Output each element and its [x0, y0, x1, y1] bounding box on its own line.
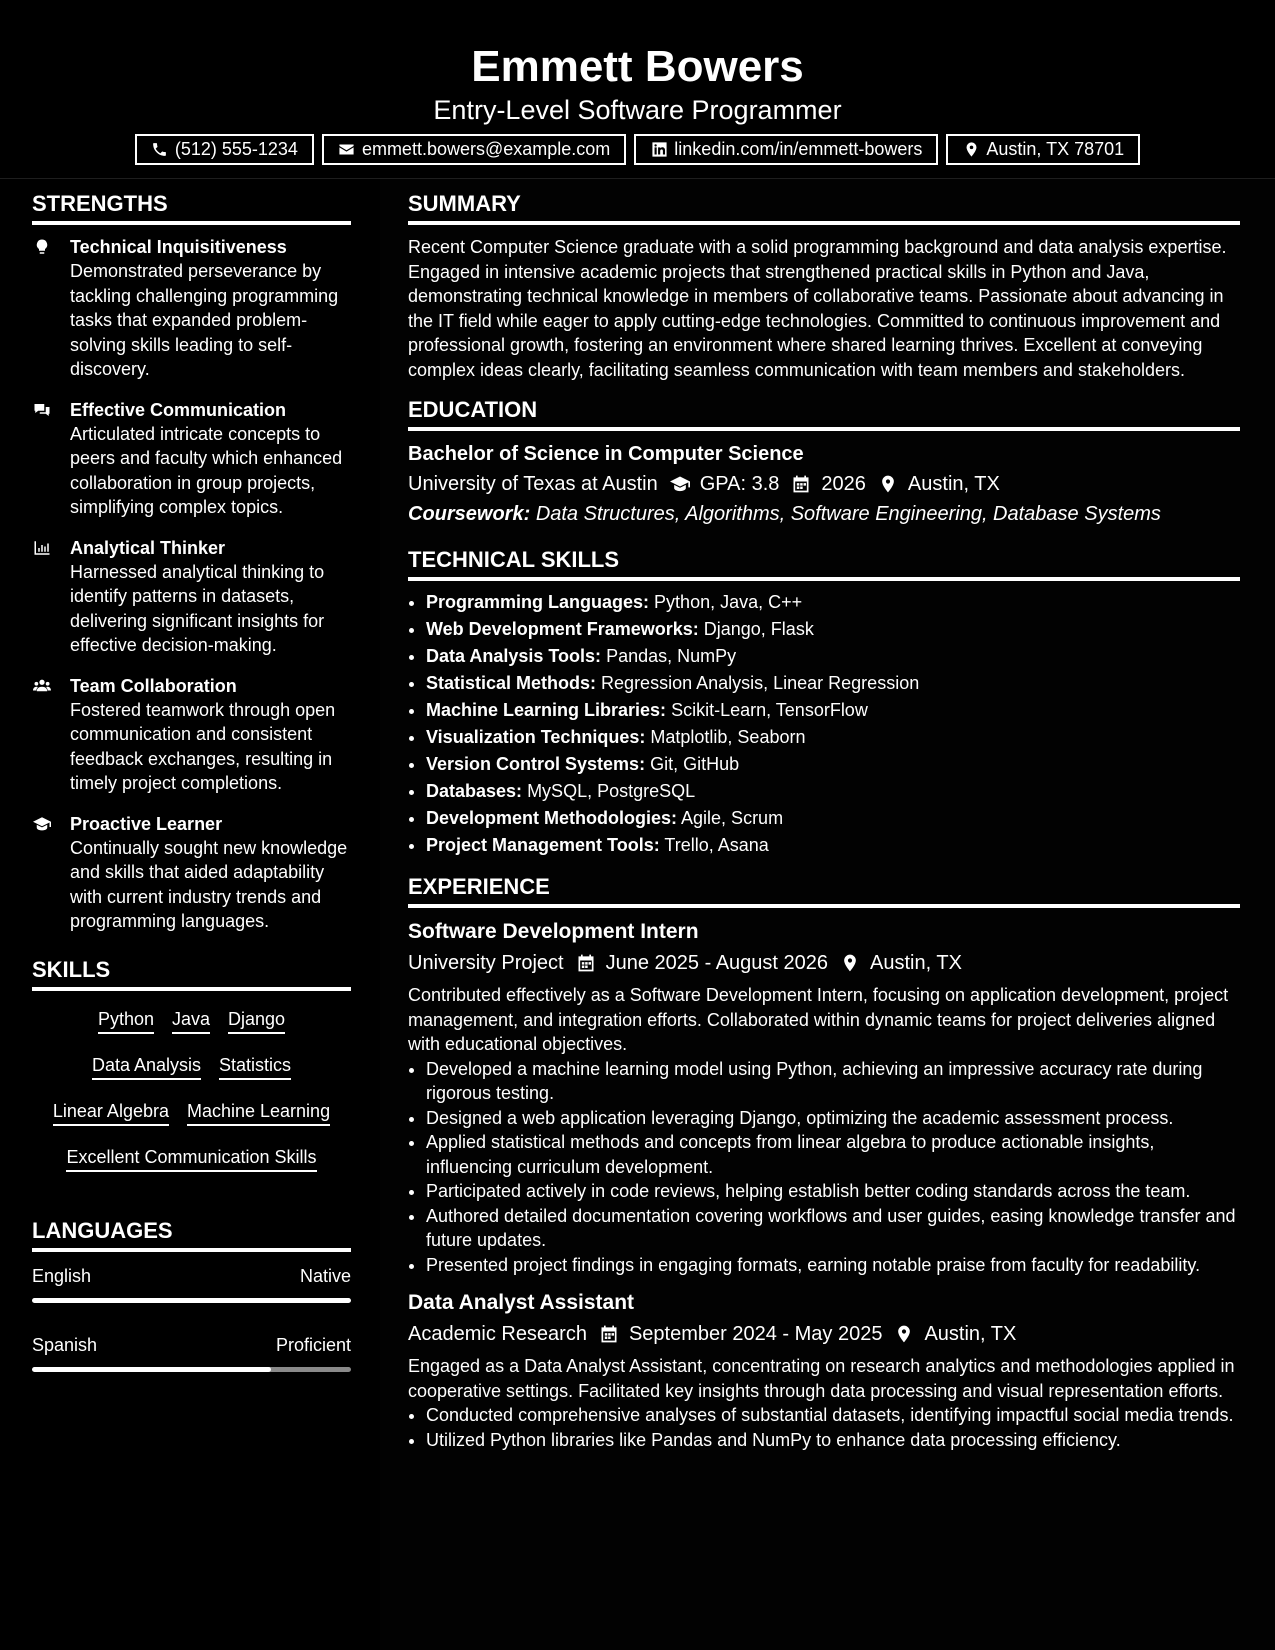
skill-tag: Excellent Communication Skills — [66, 1145, 316, 1172]
language-item — [32, 1333, 351, 1372]
location-icon — [840, 953, 860, 973]
job-location: Austin, TX — [870, 952, 962, 974]
coursework-label: Coursework: — [408, 503, 531, 525]
coursework — [408, 500, 1240, 528]
language-item — [32, 1264, 351, 1303]
job-dates: June 2025 - August 2026 — [605, 952, 829, 974]
strength-title: Analytical Thinker — [70, 537, 226, 558]
list-item: • Utilized Python libraries like Pandas and NumPy to enhance data processing efficiency. — [426, 1428, 1240, 1453]
strength-item — [32, 536, 351, 658]
education-heading: EDUCATION — [408, 396, 1240, 431]
graduation-cap-icon — [32, 812, 70, 934]
list-item: • Development Methodologies: Agile, Scrum — [426, 805, 1240, 832]
list-item: • Version Control Systems: Git, GitHub — [426, 751, 1240, 778]
strength-desc: Harnessed analytical thinking to identify patterns in datasets, delivering significant insights for effective decision-making. — [70, 561, 325, 655]
main-content — [408, 178, 1240, 1452]
job-dates: September 2024 - May 2025 — [628, 1323, 883, 1345]
calendar-icon — [599, 1324, 619, 1344]
language-proficiency-fill — [32, 1367, 271, 1372]
experience-heading: EXPERIENCE — [408, 873, 1240, 908]
strength-title: Effective Communication — [70, 399, 287, 420]
strength-title: Technical Inquisitiveness — [70, 237, 287, 257]
language-name: English — [32, 1265, 92, 1286]
list-item: • Data Analysis Tools: Pandas, NumPy — [426, 643, 1240, 670]
contact-email[interactable] — [322, 134, 626, 165]
list-item: • Conducted comprehensive analyses of substantial datasets, identifying impactful social media trends. — [426, 1403, 1240, 1428]
skill-tag: Machine Learning — [187, 1099, 330, 1126]
linkedin-icon — [650, 141, 668, 159]
job-bullets — [408, 1403, 1240, 1452]
calendar-icon — [791, 474, 811, 494]
skills-row — [32, 1007, 351, 1034]
list-item: • Machine Learning Libraries: Scikit-Learn, TensorFlow — [426, 697, 1240, 724]
skill-tag: Statistics — [219, 1053, 291, 1080]
list-item: • Programming Languages: Python, Java, C++ — [426, 589, 1240, 616]
sidebar — [32, 178, 351, 1372]
contact-location[interactable] — [946, 134, 1140, 165]
education-location: Austin, TX — [907, 473, 1000, 495]
experience-entry — [408, 1289, 1240, 1452]
language-proficiency-bar — [32, 1298, 351, 1303]
candidate-name: Emmett Bowers — [471, 42, 804, 91]
email-icon — [338, 141, 356, 159]
list-item: • Visualization Techniques: Matplotlib, Seaborn — [426, 724, 1240, 751]
list-item: • Presented project findings in engaging formats, earning notable praise from faculty for readability. — [426, 1253, 1240, 1278]
language-proficiency-fill — [32, 1298, 351, 1303]
strength-desc: Articulated intricate concepts to peers and faculty which enhanced collaboration in group projects, simplifying complex topics. — [70, 423, 343, 517]
list-item: • Web Development Frameworks: Django, Flask — [426, 616, 1240, 643]
job-location: Austin, TX — [924, 1323, 1017, 1345]
list-item: • Databases: MySQL, PostgreSQL — [426, 778, 1240, 805]
contact-location-text: Austin, TX 78701 — [986, 139, 1125, 159]
contact-phone[interactable] — [135, 134, 314, 165]
contact-phone-text: (512) 555-1234 — [174, 139, 298, 159]
experience-entry — [408, 918, 1240, 1277]
skill-tag: Linear Algebra — [53, 1099, 169, 1126]
contact-linkedin[interactable] — [634, 134, 938, 165]
job-meta — [408, 1320, 1240, 1348]
technical-skills-heading: TECHNICAL SKILLS — [408, 546, 1240, 581]
strength-desc: Fostered teamwork through open communication and consistent feedback exchanges, resulting in timely project completions. — [70, 699, 336, 793]
users-icon — [32, 674, 70, 796]
skills-tag-cloud — [32, 1001, 351, 1172]
graduation-cap-icon — [670, 474, 690, 494]
strengths-heading: STRENGTHS — [32, 190, 351, 225]
skills-row — [32, 1053, 351, 1080]
contact-linkedin-text: linkedin.com/in/emmett-bowers — [674, 139, 923, 159]
chart-icon — [32, 536, 70, 658]
degree-title: Bachelor of Science in Computer Science — [408, 443, 804, 465]
strength-item — [32, 812, 351, 934]
skill-tag: Python — [98, 1007, 154, 1034]
language-level: Native — [299, 1265, 351, 1286]
contact-bar — [0, 134, 1275, 165]
list-item: • Designed a web application leveraging Django, optimizing the academic assessment process. — [426, 1106, 1240, 1131]
job-title: Software Development Intern — [408, 920, 699, 943]
strength-item — [32, 674, 351, 796]
phone-icon — [151, 141, 169, 159]
candidate-title: Entry-Level Software Programmer — [433, 95, 842, 125]
comments-icon — [32, 398, 70, 520]
job-meta — [408, 949, 1240, 977]
contact-email-text: emmett.bowers@example.com — [361, 139, 611, 159]
school-name: University of Texas at Austin — [408, 473, 658, 495]
list-item: • Statistical Methods: Regression Analysis, Linear Regression — [426, 670, 1240, 697]
list-item: • Project Management Tools: Trello, Asana — [426, 832, 1240, 859]
technical-skills-list — [408, 589, 1240, 859]
language-proficiency-bar — [32, 1367, 351, 1372]
list-item: • Applied statistical methods and concepts from linear algebra to produce actionable insights, influencing curriculum development. — [426, 1130, 1240, 1179]
location-icon — [894, 1324, 914, 1344]
job-org: Academic Research — [408, 1323, 587, 1345]
language-level: Proficient — [275, 1334, 351, 1355]
job-description: Engaged as a Data Analyst Assistant, concentrating on research analytics and methodologies applied in cooperative settings. Facilitated key insights through data processing and visual representation efforts. — [408, 1356, 1235, 1401]
strength-title: Proactive Learner — [70, 813, 223, 834]
graduation-year: 2026 — [821, 473, 866, 495]
skill-tag: Django — [228, 1007, 285, 1034]
language-name: Spanish — [32, 1334, 98, 1355]
list-item: • Authored detailed documentation covering workflows and user guides, easing knowledge transfer and future updates. — [426, 1204, 1240, 1253]
summary-heading: SUMMARY — [408, 190, 1240, 225]
location-icon — [878, 474, 898, 494]
skill-tag: Java — [172, 1007, 210, 1034]
strength-desc: Demonstrated perseverance by tackling challenging programming tasks that expanded problem-solving skills leading to self-discovery. — [70, 261, 339, 379]
skills-row — [32, 1099, 351, 1126]
education-meta — [408, 470, 1240, 498]
resume-header — [0, 0, 1275, 179]
list-item: • Developed a machine learning model using Python, achieving an impressive accuracy rate during rigorous testing. — [426, 1057, 1240, 1106]
skills-heading: SKILLS — [32, 956, 351, 991]
coursework-list: Data Structures, Algorithms, Software Engineering, Database Systems — [535, 503, 1161, 525]
strength-desc: Continually sought new knowledge and skills that aided adaptability with current industry trends and programming languages. — [70, 837, 348, 931]
skills-row — [32, 1145, 351, 1172]
location-icon — [962, 141, 980, 159]
calendar-icon — [576, 953, 596, 973]
summary-text: Recent Computer Science graduate with a solid programming background and data analysis expertise. Engaged in intensive academic projects that strengthened practical skills in Python and Java, demonstrating technical knowledge in members of collaborative teams. Passionate about advancing in the IT field while eager to apply cutting-edge technologies. Committed to continuous improvement and professional growth, fostering an environment where shared learning thrives. Excellent at conveying complex ideas clearly, facilitating seamless communication with team members and stakeholders. — [408, 237, 1227, 380]
strength-item — [32, 398, 351, 520]
strength-title: Team Collaboration — [70, 675, 237, 696]
job-bullets — [408, 1057, 1240, 1278]
job-org: University Project — [408, 952, 564, 974]
strength-item — [32, 235, 351, 382]
languages-heading: LANGUAGES — [32, 1217, 351, 1252]
gpa: GPA: 3.8 — [699, 473, 780, 495]
skill-tag: Data Analysis — [92, 1053, 201, 1080]
job-description: Contributed effectively as a Software Development Intern, focusing on application development, project management, and integration efforts. Collaborated within dynamic teams for project deliveries aligned with educational objectives. — [408, 985, 1229, 1054]
list-item: • Participated actively in code reviews, helping establish better coding standards across the team. — [426, 1179, 1240, 1204]
job-title: Data Analyst Assistant — [408, 1291, 635, 1314]
lightbulb-icon — [32, 235, 70, 382]
